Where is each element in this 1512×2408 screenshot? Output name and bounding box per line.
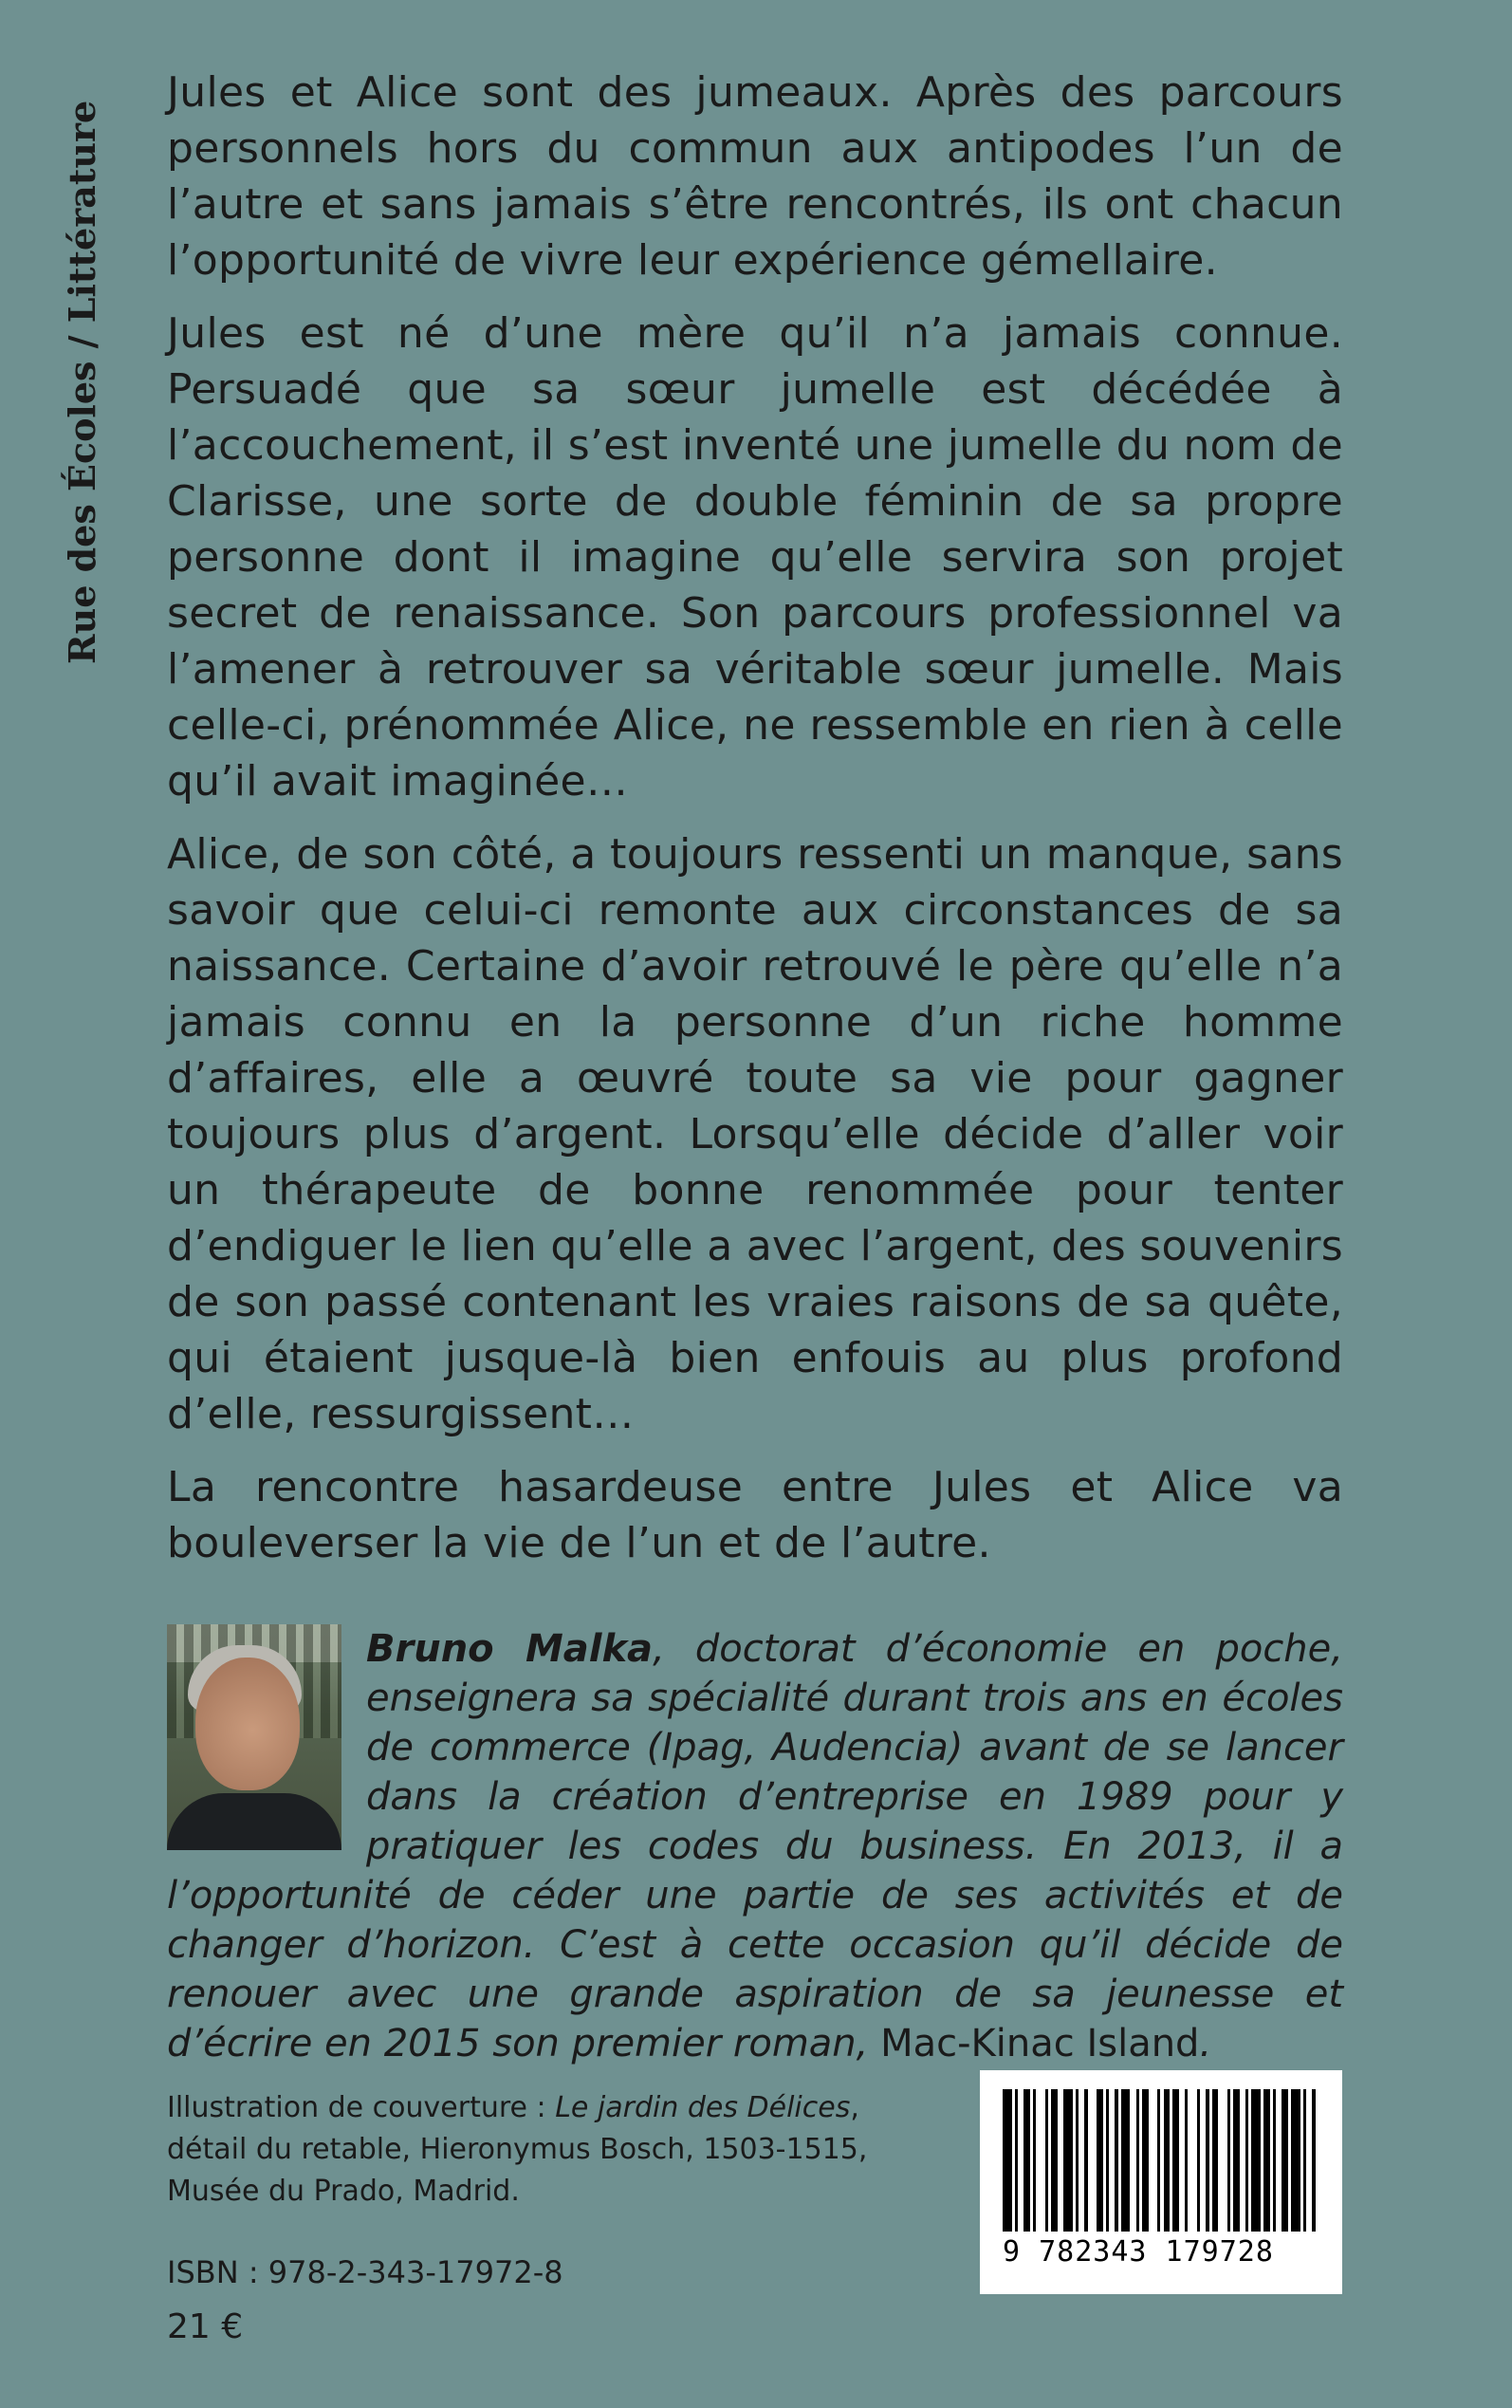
barcode-bar [1227, 2089, 1230, 2232]
barcode-bar [1136, 2089, 1139, 2232]
barcode-bar [1233, 2089, 1239, 2232]
back-cover-summary [167, 65, 1343, 1588]
barcode-bar [1245, 2089, 1248, 2232]
barcode-bar [1273, 2089, 1276, 2232]
spine-collection-label [49, 100, 125, 674]
author-bio [167, 1624, 1343, 2068]
barcode-bar [1312, 2089, 1315, 2232]
barcode-bar [1003, 2089, 1012, 2232]
author-bio-end: . [1199, 2022, 1212, 2065]
summary-paragraph: La rencontre hasardeuse entre Jules et Alice va bouleverser la vie de l’un et de l’autre. [167, 1463, 1343, 1567]
barcode-bar [1303, 2089, 1306, 2232]
barcode-bar [1197, 2089, 1200, 2232]
barcode-bar [1106, 2089, 1109, 2232]
barcode-bar [1206, 2089, 1208, 2232]
barcode-bar [1172, 2089, 1178, 2232]
summary-paragraph: Alice, de son côté, a toujours ressenti un manque, sans savoir que celui-ci remonte aux circonstances de sa naissance. Certaine d’avoir retrouvé le père qu’elle n’a jamais connu en la personne d’un riche homme d’affaires, elle a œuvré toute sa vie pour gagner toujours plus d’argent. Lorsqu’elle décide d’aller voir un thérapeute de bonne renommée pour tenter d’endiguer le lien qu’elle a avec l’argent, des souvenirs de son passé contenant les vraies raisons de sa quête, qui étaient jusque-là bien enfouis au plus profond d’elle, ressurgissent… [167, 830, 1343, 1438]
isbn: ISBN : 978-2-343-17972-8 [167, 2254, 563, 2290]
credit-artwork-title: Le jardin des Délices [555, 2091, 851, 2124]
barcode-bar [1076, 2089, 1079, 2232]
photo-face [195, 1658, 300, 1790]
barcode-bar [1251, 2089, 1261, 2232]
barcode-bar [1115, 2089, 1117, 2232]
barcode-bar [1097, 2089, 1102, 2232]
author-photo [167, 1624, 341, 1850]
collection-name: Rue des Écoles / Littérature [61, 100, 103, 664]
barcode-bar [1051, 2089, 1057, 2232]
summary-paragraph: Jules et Alice sont des jumeaux. Après des parcours personnels hors du commun aux antipodes l’un de l’autre et sans jamais s’être rencontrés, ils ont chacun l’opportunité de vivre leur expérience gémellaire. [167, 68, 1343, 285]
barcode-bar [1121, 2089, 1131, 2232]
barcode-bar [1291, 2089, 1300, 2232]
credit-suffix: , détail du retable, Hieronymus Bosch, 1503-1515, Musée du Prado, Madrid. [167, 2091, 868, 2208]
photo-shirt [167, 1793, 341, 1850]
barcode-bar [1015, 2089, 1018, 2232]
cover-illustration-credit [167, 2087, 945, 2213]
barcode-bar [1263, 2089, 1269, 2232]
barcode-bar [1185, 2089, 1188, 2232]
barcode-bar [1063, 2089, 1073, 2232]
summary-paragraph: Jules est né d’une mère qu’il n’a jamais connue. Persuadé que sa sœur jumelle est décédée à l’accouchement, il s’est inventé une jumelle du nom de Clarisse, une sorte de double féminin de sa propre personne dont il imagine qu’elle servira son projet secret de renaissance. Son parcours professionnel va l’amener à retrouver sa véritable sœur jumelle. Mais celle-ci, prénommée Alice, ne ressemble en rien à celle qu’il avait imaginée… [167, 309, 1343, 806]
barcode-bar [1212, 2089, 1218, 2232]
barcode-bar [1164, 2089, 1170, 2232]
barcode-bar [1282, 2089, 1287, 2232]
barcode-bar [1142, 2089, 1148, 2232]
credit-prefix: Illustration de couverture : [167, 2091, 556, 2124]
barcode [980, 2070, 1342, 2294]
author-bio-text: , doctorat d’économie en poche, enseignera sa spécialité durant trois ans en écoles de commerce (Ipag, Audencia) avant de se lancer dans la création d’entreprise en 1989 pour y pratiquer les codes du business. En 2013, il a l’opportunité de céder une partie de ses activités et de changer d’horizon. C’est à cette occasion qu’il décide de renouer avec une grande aspiration de sa jeunesse et d’écrire en 2015 son premier roman, [167, 1627, 1343, 2065]
barcode-bars [1003, 2089, 1319, 2232]
previous-book-title: Mac-Kinac Island [880, 2022, 1200, 2065]
author-name: Bruno Malka [366, 1627, 654, 1671]
price: 21 € [167, 2307, 244, 2346]
author-section [167, 1624, 1343, 2068]
barcode-bar [1045, 2089, 1048, 2232]
barcode-bar [1084, 2089, 1087, 2232]
barcode-bar [1033, 2089, 1036, 2232]
barcode-bar [1157, 2089, 1160, 2232]
barcode-bar [1023, 2089, 1029, 2232]
barcode-digits: 9 782343 179728 [1003, 2235, 1274, 2269]
